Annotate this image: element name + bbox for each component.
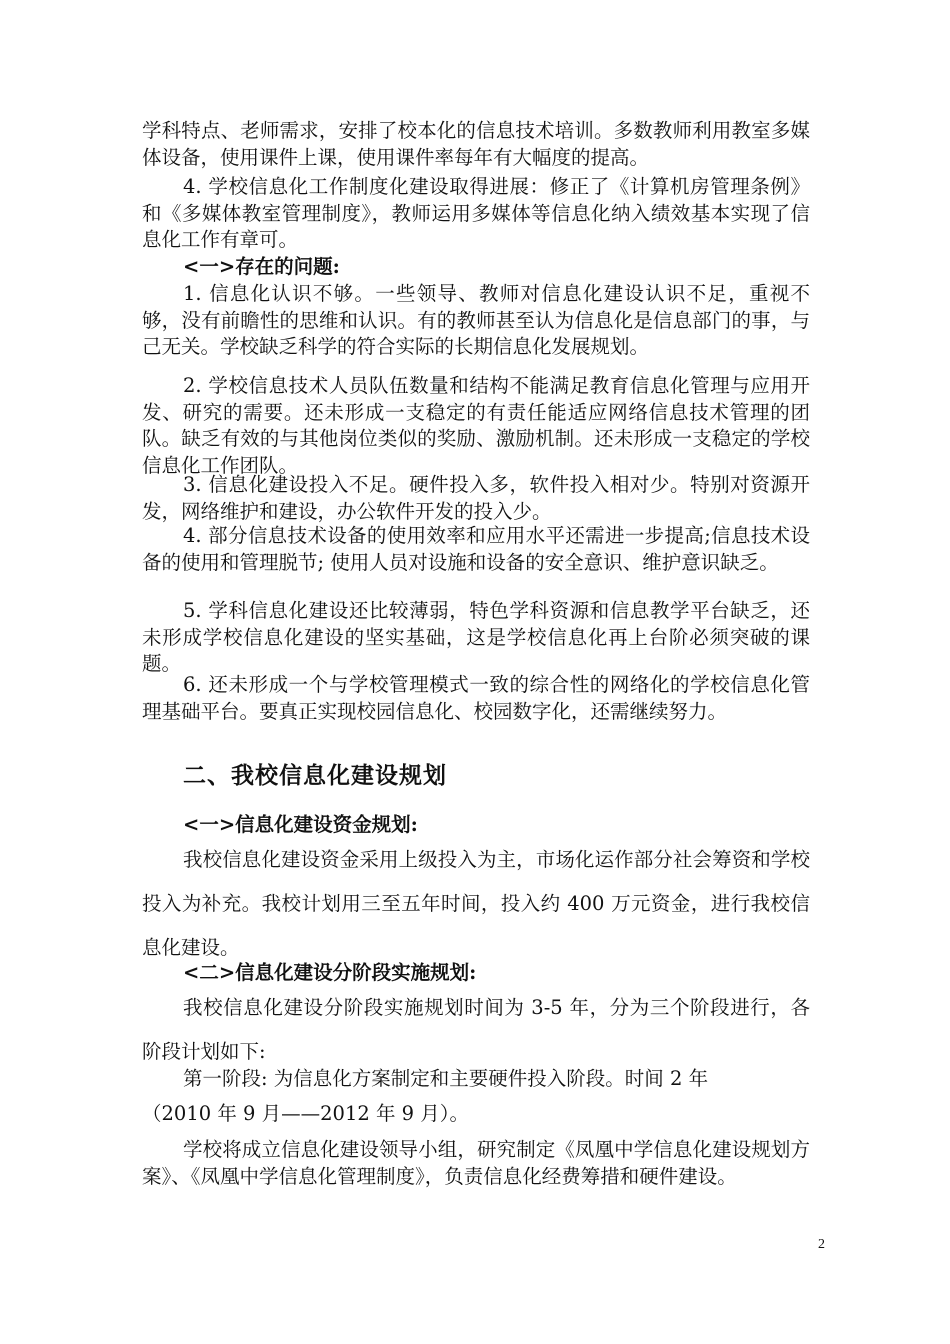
- stage-1: 第一阶段: 为信息化方案制定和主要硬件投入阶段。时间 2 年: [183, 1067, 709, 1090]
- paragraph-funds: 我校信息化建设资金采用上级投入为主，市场化运作部分社会筹资和学校投入为补充。我校计划用三至五年时间，投入约 400 万元资金，进行我校信息化建设。: [142, 848, 810, 959]
- paragraph-phases: 我校信息化建设分阶段实施规划时间为 3-5 年，分为三个阶段进行，各阶段计划如下:: [142, 996, 810, 1063]
- section-heading-plan: 二、我校信息化建设规划: [183, 762, 447, 789]
- subheading-funds: <一>信息化建设资金规划:: [183, 813, 418, 836]
- problem-4: 4. 部分信息技术设备的使用效率和应用水平还需进一步提高;信息技术设备的使用和管理脱节; 使用人员对设施和设备的安全意识、维护意识缺乏。: [142, 524, 810, 574]
- stage-1-period: （2010 年 9 月——2012 年 9 月）。: [142, 1102, 470, 1125]
- problem-6: 6. 还未形成一个与学校管理模式一致的综合性的网络化的学校信息化管理基础平台。要真正实现校园信息化、校园数字化，还需继续努力。: [142, 673, 810, 723]
- problem-3: 3. 信息化建设投入不足。硬件投入多，软件投入相对少。特别对资源开发，网络维护和建设，办公软件开发的投入少。: [142, 473, 810, 523]
- paragraph-training: 学科特点、老师需求，安排了校本化的信息技术培训。多数教师利用教室多媒体设备，使用课件上课，使用课件率每年有大幅度的提高。: [142, 119, 810, 169]
- subheading-problems: <一>存在的问题:: [183, 255, 340, 278]
- page-number: 2: [818, 1237, 825, 1252]
- problem-5: 5. 学科信息化建设还比较薄弱，特色学科资源和信息教学平台缺乏，还未形成学校信息化建设的坚实基础，这是学校信息化再上台阶必须突破的课题。: [142, 599, 810, 676]
- stage-1-detail: 学校将成立信息化建设领导小组，研究制定《凤凰中学信息化建设规划方案》、《凤凰中学信息化管理制度》，负责信息化经费筹措和硬件建设。: [142, 1138, 810, 1188]
- problem-1: 1. 信息化认识不够。一些领导、教师对信息化建设认识不足，重视不够，没有前瞻性的思维和认识。有的教师甚至认为信息化是信息部门的事，与己无关。学校缺乏科学的符合实际的长期信息化发展规划。: [142, 282, 810, 359]
- paragraph-system-construction: 4. 学校信息化工作制度化建设取得进展：修正了《计算机房管理条例》和《多媒体教室管理制度》，教师运用多媒体等信息化纳入绩效基本实现了信息化工作有章可。: [142, 175, 810, 252]
- subheading-phases: <二>信息化建设分阶段实施规划:: [183, 961, 477, 984]
- problem-2: 2. 学校信息技术人员队伍数量和结构不能满足教育信息化管理与应用开发、研究的需要。还未形成一支稳定的有责任能适应网络信息技术管理的团队。缺乏有效的与其他岗位类似的奖励、激励机制。还未形成一支稳定的学校信息化工作团队。: [142, 374, 810, 477]
